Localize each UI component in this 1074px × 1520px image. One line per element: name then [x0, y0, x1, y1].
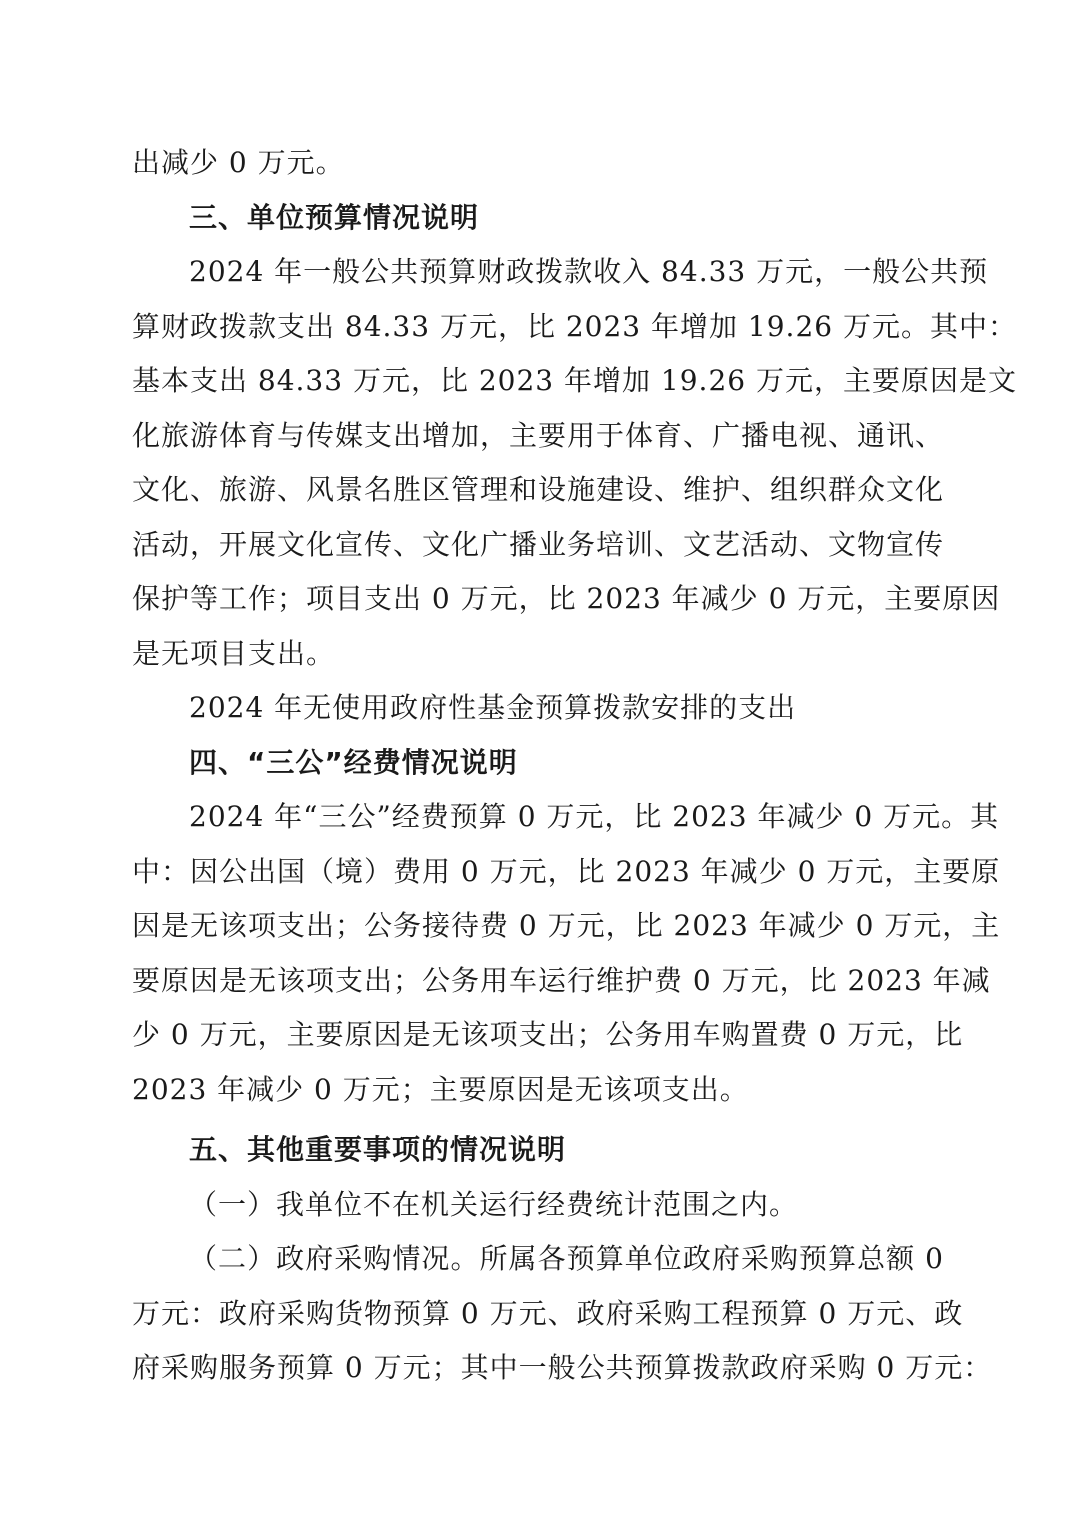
- continuation-line: 出减少 0 万元。: [132, 146, 345, 179]
- section-3-paragraph-2: 2024 年无使用政府性基金预算拨款安排的支出: [189, 691, 797, 724]
- text-line: 府采购服务预算 0 万元；其中一般公共预算拨款政府采购 0 万元：: [132, 1351, 993, 1384]
- text-line: 少 0 万元，主要原因是无该项支出；公务用车购置费 0 万元，比: [132, 1018, 964, 1051]
- text-line: 2024 年一般公共预算财政拨款收入 84.33 万元，一般公共预: [189, 255, 989, 288]
- text-line: 文化、旅游、风景名胜区管理和设施建设、维护、组织群众文化: [132, 473, 945, 506]
- section-5-heading: 五、其他重要事项的情况说明: [189, 1133, 567, 1166]
- text-line: 是无项目支出。: [132, 636, 336, 670]
- section-3-heading: 三、单位预算情况说明: [189, 200, 480, 234]
- text-line: 万元：政府采购货物预算 0 万元、政府采购工程预算 0 万元、政: [132, 1296, 964, 1330]
- section-4-paragraph-1: [132, 790, 1001, 1117]
- text-line: 2023 年减少 0 万元；主要原因是无该项支出。: [132, 1072, 749, 1106]
- text-line: （二）政府采购情况。所属各预算单位政府采购预算总额 0: [189, 1242, 944, 1275]
- text-line: 中：因公出国（境）费用 0 万元，比 2023 年减少 0 万元，主要原: [132, 854, 1001, 888]
- text-line: 基本支出 84.33 万元，比 2023 年增加 19.26 万元，主要原因是文: [132, 364, 1017, 397]
- section-5-item-1: （一）我单位不在机关运行经费统计范围之内。: [189, 1187, 799, 1221]
- section-4-heading: 四、“三公”经费情况说明: [189, 745, 518, 779]
- text-line: 因是无该项支出；公务接待费 0 万元，比 2023 年减少 0 万元，主: [132, 909, 1001, 942]
- text-line: 2024 年“三公”经费预算 0 万元，比 2023 年减少 0 万元。其: [189, 800, 1000, 833]
- document-page: [132, 136, 1017, 1396]
- section-5-item-2: [132, 1232, 993, 1396]
- section-3-paragraph-1: [132, 245, 1017, 681]
- text-line: 要原因是无该项支出；公务用车运行维护费 0 万元，比 2023 年减: [132, 963, 991, 997]
- text-line: 化旅游体育与传媒支出增加，主要用于体育、广播电视、通讯、: [132, 418, 945, 452]
- text-line: 活动，开展文化宣传、文化广播业务培训、文艺活动、文物宣传: [132, 527, 945, 561]
- text-line: 算财政拨款支出 84.33 万元，比 2023 年增加 19.26 万元。其中：: [132, 309, 1017, 343]
- text-line: 保护等工作；项目支出 0 万元，比 2023 年减少 0 万元，主要原因: [132, 582, 1001, 615]
